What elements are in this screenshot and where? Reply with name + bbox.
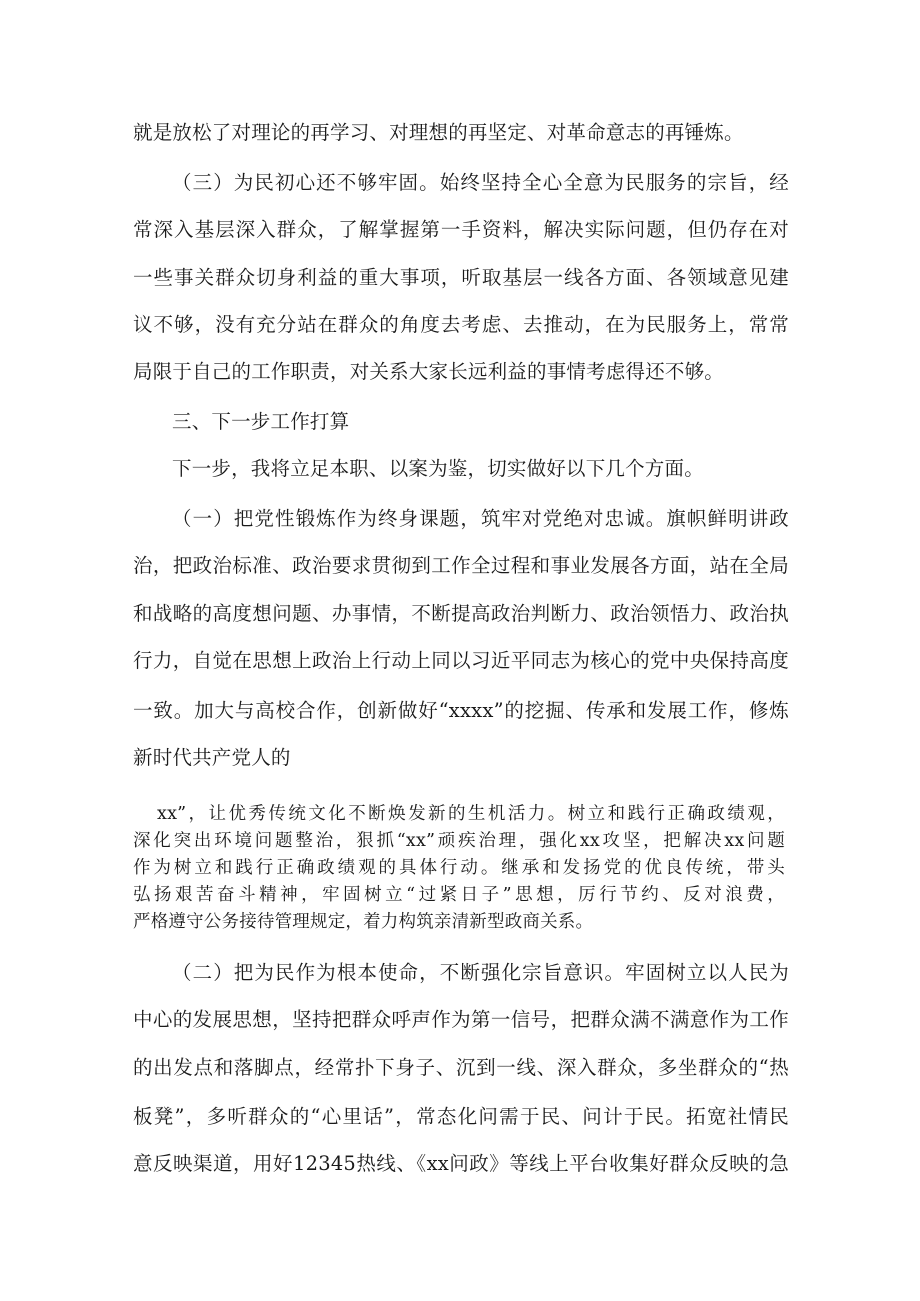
paragraph-line: 意反映渠道，用好12345热线、《xx问政》等线上平台收集好群众反映的急	[133, 1152, 789, 1175]
paragraph-line: （二）把为民作为根本使命，不断强化宗旨意识。牢固树立以人民为	[172, 961, 789, 984]
paragraph-line: 下一步，我将立足本职、以案为鉴，切实做好以下几个方面。	[172, 457, 704, 480]
paragraph-line: 严格遵守公务接待管理规定，着力构筑亲清新型政商关系。	[133, 912, 594, 932]
paragraph-line: 板凳”，多听群众的“心里话”，常态化问需于民、问计于民。拓宽社情民	[133, 1105, 789, 1128]
paragraph-line: （一）把党性锻炼作为终身课题，筑牢对党绝对忠诚。旗帜鲜明讲政	[172, 507, 789, 530]
paragraph-line: 就是放松了对理论的再学习、对理想的再坚定、对革命意志的再锤炼。	[133, 121, 744, 144]
paragraph-line: 深化突出环境问题整治，狠抓“xx”顽疾治理，强化xx攻坚，把解决xx问题	[133, 831, 785, 851]
paragraph-line: 新时代共产党人的	[133, 746, 291, 769]
paragraph-line: 和战略的高度想问题、办事情，不断提高政治判断力、政治领悟力、政治执	[133, 602, 789, 625]
paragraph-line: 一致。加大与高校合作，创新做好“xxxx”的挖掘、传承和发展工作，修炼	[133, 699, 789, 722]
paragraph-line: 一些事关群众切身利益的重大事项，听取基层一线各方面、各领域意见建	[133, 266, 789, 289]
paragraph-line: 中心的发展思想，坚持把群众呼声作为第一信号，把群众满不满意作为工作	[133, 1008, 789, 1031]
paragraph-line: （三）为民初心还不够牢固。始终坚持全心全意为民服务的宗旨，经	[172, 171, 789, 194]
paragraph-line: 作为树立和践行正确政绩观的具体行动。继承和发扬党的优良传统，带头	[133, 858, 785, 878]
section-heading: 三、下一步工作打算	[172, 410, 350, 433]
paragraph-line: 行力，自觉在思想上政治上行动上同以习近平同志为核心的党中央保持高度	[133, 649, 789, 672]
paragraph-line: 议不够，没有充分站在群众的角度去考虑、去推动，在为民服务上，常常	[133, 313, 789, 336]
paragraph-line: 常深入基层深入群众，了解掌握第一手资料，解决实际问题，但仍存在对	[133, 218, 789, 241]
paragraph-line: xx”，让优秀传统文化不断焕发新的生机活力。树立和践行正确政绩观，	[157, 804, 785, 824]
paragraph-line: 弘扬艰苦奋斗精神，牢固树立“过紧日子”思想，厉行节约、反对浪费，	[133, 885, 785, 905]
paragraph-line: 局限于自己的工作职责，对关系大家长远利益的事情考虑得还不够。	[133, 360, 725, 383]
paragraph-line: 的出发点和落脚点，经常扑下身子、沉到一线、深入群众，多坐群众的“热	[133, 1056, 789, 1079]
paragraph-line: 治，把政治标准、政治要求贯彻到工作全过程和事业发展各方面，站在全局	[133, 554, 789, 577]
